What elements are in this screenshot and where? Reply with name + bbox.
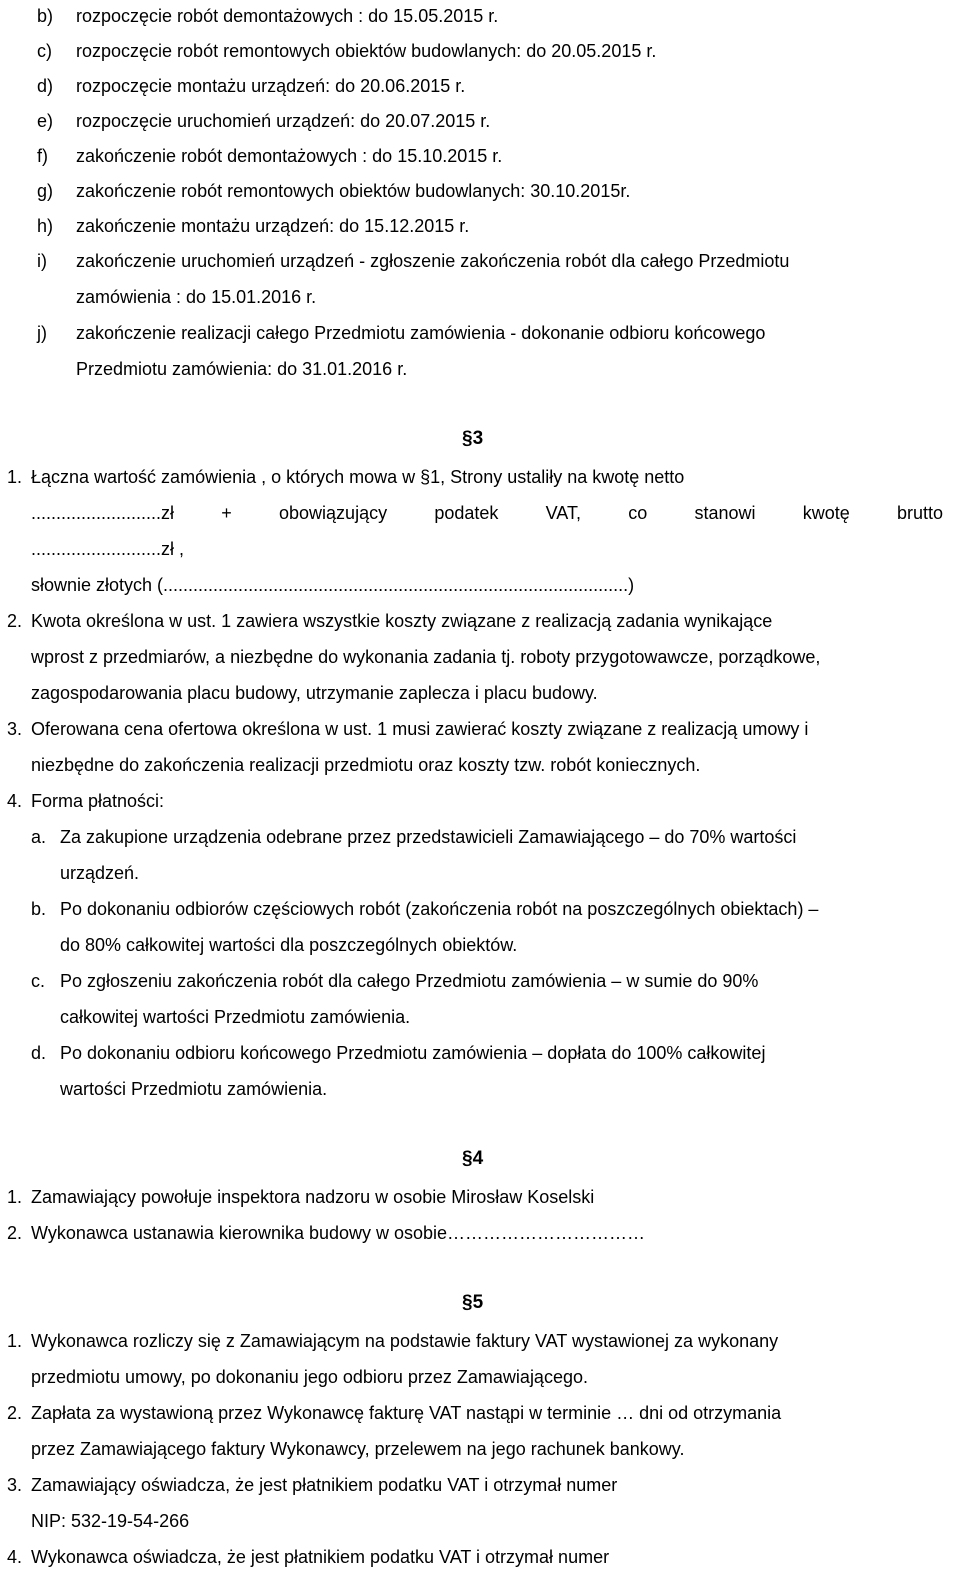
schedule-item-h: zakończenie montażu urządzeń: do 15.12.2015 r. — [76, 216, 470, 236]
section-3-heading: §3 — [462, 428, 484, 449]
sec4-p1-num: 1. — [7, 1187, 23, 1207]
schedule-item-c: rozpoczęcie robót remontowych obiektów budowlanych: do 20.05.2015 r. — [76, 41, 657, 61]
sec5-p2-line1: Zapłata za wystawioną przez Wykonawcę fakturę VAT nastąpi w terminie … dni od otrzymania — [31, 1403, 782, 1423]
word: obowiązujący — [279, 503, 388, 523]
word: brutto — [896, 503, 943, 523]
word: co — [628, 503, 648, 523]
sec5-p1-line2: przedmiotu umowy, po dokonaniu jego odbioru przez Zamawiającego. — [31, 1367, 588, 1387]
sec3-p1-line2 — [31, 502, 943, 524]
sec3-p2-line1: Kwota określona w ust. 1 zawiera wszystkie koszty związane z realizacją zadania wynikające — [31, 611, 773, 631]
sec5-p2-num: 2. — [7, 1403, 23, 1423]
word: kwotę — [802, 503, 850, 523]
schedule-label-d: d) — [37, 76, 54, 96]
amount-gross-blank: ..........................zł , — [31, 539, 185, 559]
schedule-item-f: zakończenie robót demontażowych : do 15.10.2015 r. — [76, 146, 503, 166]
sec3-p3-line2: niezbędne do zakończenia realizacji przedmiotu oraz koszty tzw. robót koniecznych. — [31, 755, 701, 775]
payment-d-label: d. — [31, 1043, 47, 1063]
amount-in-words: słownie złotych (.............................................................................................) — [31, 575, 635, 595]
schedule-label-c: c) — [37, 41, 52, 61]
nip-number: NIP: 532-19-54-266 — [31, 1511, 190, 1531]
payment-b-label: b. — [31, 899, 47, 919]
schedule-label-j: j) — [37, 323, 47, 343]
word: + — [221, 503, 232, 523]
sec3-p1-num: 1. — [7, 467, 23, 487]
schedule-item-e: rozpoczęcie uruchomień urządzeń: do 20.07.2015 r. — [76, 111, 491, 131]
schedule-label-h: h) — [37, 216, 54, 236]
sec5-p2-line2: przez Zamawiającego faktury Wykonawcy, przelewem na jego rachunek bankowy. — [31, 1439, 685, 1459]
schedule-label-i: i) — [37, 251, 47, 271]
payment-b-line1: Po dokonaniu odbiorów częściowych robót (zakończenia robót na poszczególnych obiektach) – — [60, 899, 819, 919]
schedule-item-i-line1: zakończenie uruchomień urządzeń - zgłoszenie zakończenia robót dla całego Przedmiotu — [76, 251, 790, 271]
sec5-p3-line1: Zamawiający oświadcza, że jest płatnikiem podatku VAT i otrzymał numer — [31, 1475, 618, 1495]
sec3-p2-line2: wprost z przedmiarów, a niezbędne do wykonania zadania tj. roboty przygotowawcze, porządkowe, — [31, 647, 821, 667]
sec4-p1-text: Zamawiający powołuje inspektora nadzoru w osobie Mirosław Koselski — [31, 1187, 595, 1207]
schedule-item-b: rozpoczęcie robót demontażowych : do 15.05.2015 r. — [76, 6, 499, 26]
sec5-p1-line1: Wykonawca rozliczy się z Zamawiającym na podstawie faktury VAT wystawionej za wykonany — [31, 1331, 779, 1351]
schedule-label-f: f) — [37, 146, 48, 166]
payment-d-line1: Po dokonaniu odbioru końcowego Przedmiotu zamówienia – dopłata do 100% całkowitej — [60, 1043, 766, 1063]
payment-b-line2: do 80% całkowitej wartości dla poszczególnych obiektów. — [60, 935, 518, 955]
section-4-heading: §4 — [462, 1148, 484, 1169]
payment-c-label: c. — [31, 971, 46, 991]
payment-d-line2: wartości Przedmiotu zamówienia. — [60, 1079, 328, 1099]
sec4-p2-text: Wykonawca ustanawia kierownika budowy w osobie…………………………… — [31, 1223, 646, 1243]
payment-c-line1: Po zgłoszeniu zakończenia robót dla całego Przedmiotu zamówienia – w sumie do 90% — [60, 971, 759, 991]
word: stanowi — [694, 503, 756, 523]
sec5-p3-num: 3. — [7, 1475, 23, 1495]
sec3-p2-line3: zagospodarowania placu budowy, utrzymanie zaplecza i placu budowy. — [31, 683, 598, 703]
payment-c-line2: całkowitej wartości Przedmiotu zamówienia. — [60, 1007, 411, 1027]
schedule-item-j-line1: zakończenie realizacji całego Przedmiotu zamówienia - dokonanie odbioru końcowego — [76, 323, 766, 343]
sec3-p3-line1: Oferowana cena ofertowa określona w ust. 1 musi zawierać koszty związane z realizacją umowy i — [31, 719, 809, 739]
schedule-item-j-line2: Przedmiotu zamówienia: do 31.01.2016 r. — [76, 359, 408, 379]
sec5-p4-num: 4. — [7, 1547, 23, 1567]
schedule-item-i-line2: zamówienia : do 15.01.2016 r. — [76, 287, 317, 307]
sec3-p1-line1: Łączna wartość zamówienia , o których mowa w §1, Strony ustaliły na kwotę netto — [31, 467, 685, 487]
schedule-label-g: g) — [37, 181, 54, 201]
sec3-p2-num: 2. — [7, 611, 23, 631]
schedule-label-b: b) — [37, 6, 54, 26]
sec3-p4-num: 4. — [7, 791, 23, 811]
section-5-heading: §5 — [462, 1292, 484, 1313]
payment-a-label: a. — [31, 827, 47, 847]
word: VAT, — [545, 503, 581, 523]
sec5-p4-line1: Wykonawca oświadcza, że jest płatnikiem podatku VAT i otrzymał numer — [31, 1547, 610, 1567]
sec4-p2-num: 2. — [7, 1223, 23, 1243]
word: podatek — [434, 503, 499, 523]
sec5-p1-num: 1. — [7, 1331, 23, 1351]
amount-net-blank: ..........................zł — [31, 503, 175, 523]
payment-a-line2: urządzeń. — [60, 863, 140, 883]
sec3-p3-num: 3. — [7, 719, 23, 739]
schedule-item-d: rozpoczęcie montażu urządzeń: do 20.06.2015 r. — [76, 76, 466, 96]
schedule-item-g: zakończenie robót remontowych obiektów budowlanych: 30.10.2015r. — [76, 181, 631, 201]
schedule-label-e: e) — [37, 111, 54, 131]
payment-a-line1: Za zakupione urządzenia odebrane przez przedstawicieli Zamawiającego – do 70% wartości — [60, 827, 797, 847]
sec3-p4-title: Forma płatności: — [31, 791, 165, 811]
